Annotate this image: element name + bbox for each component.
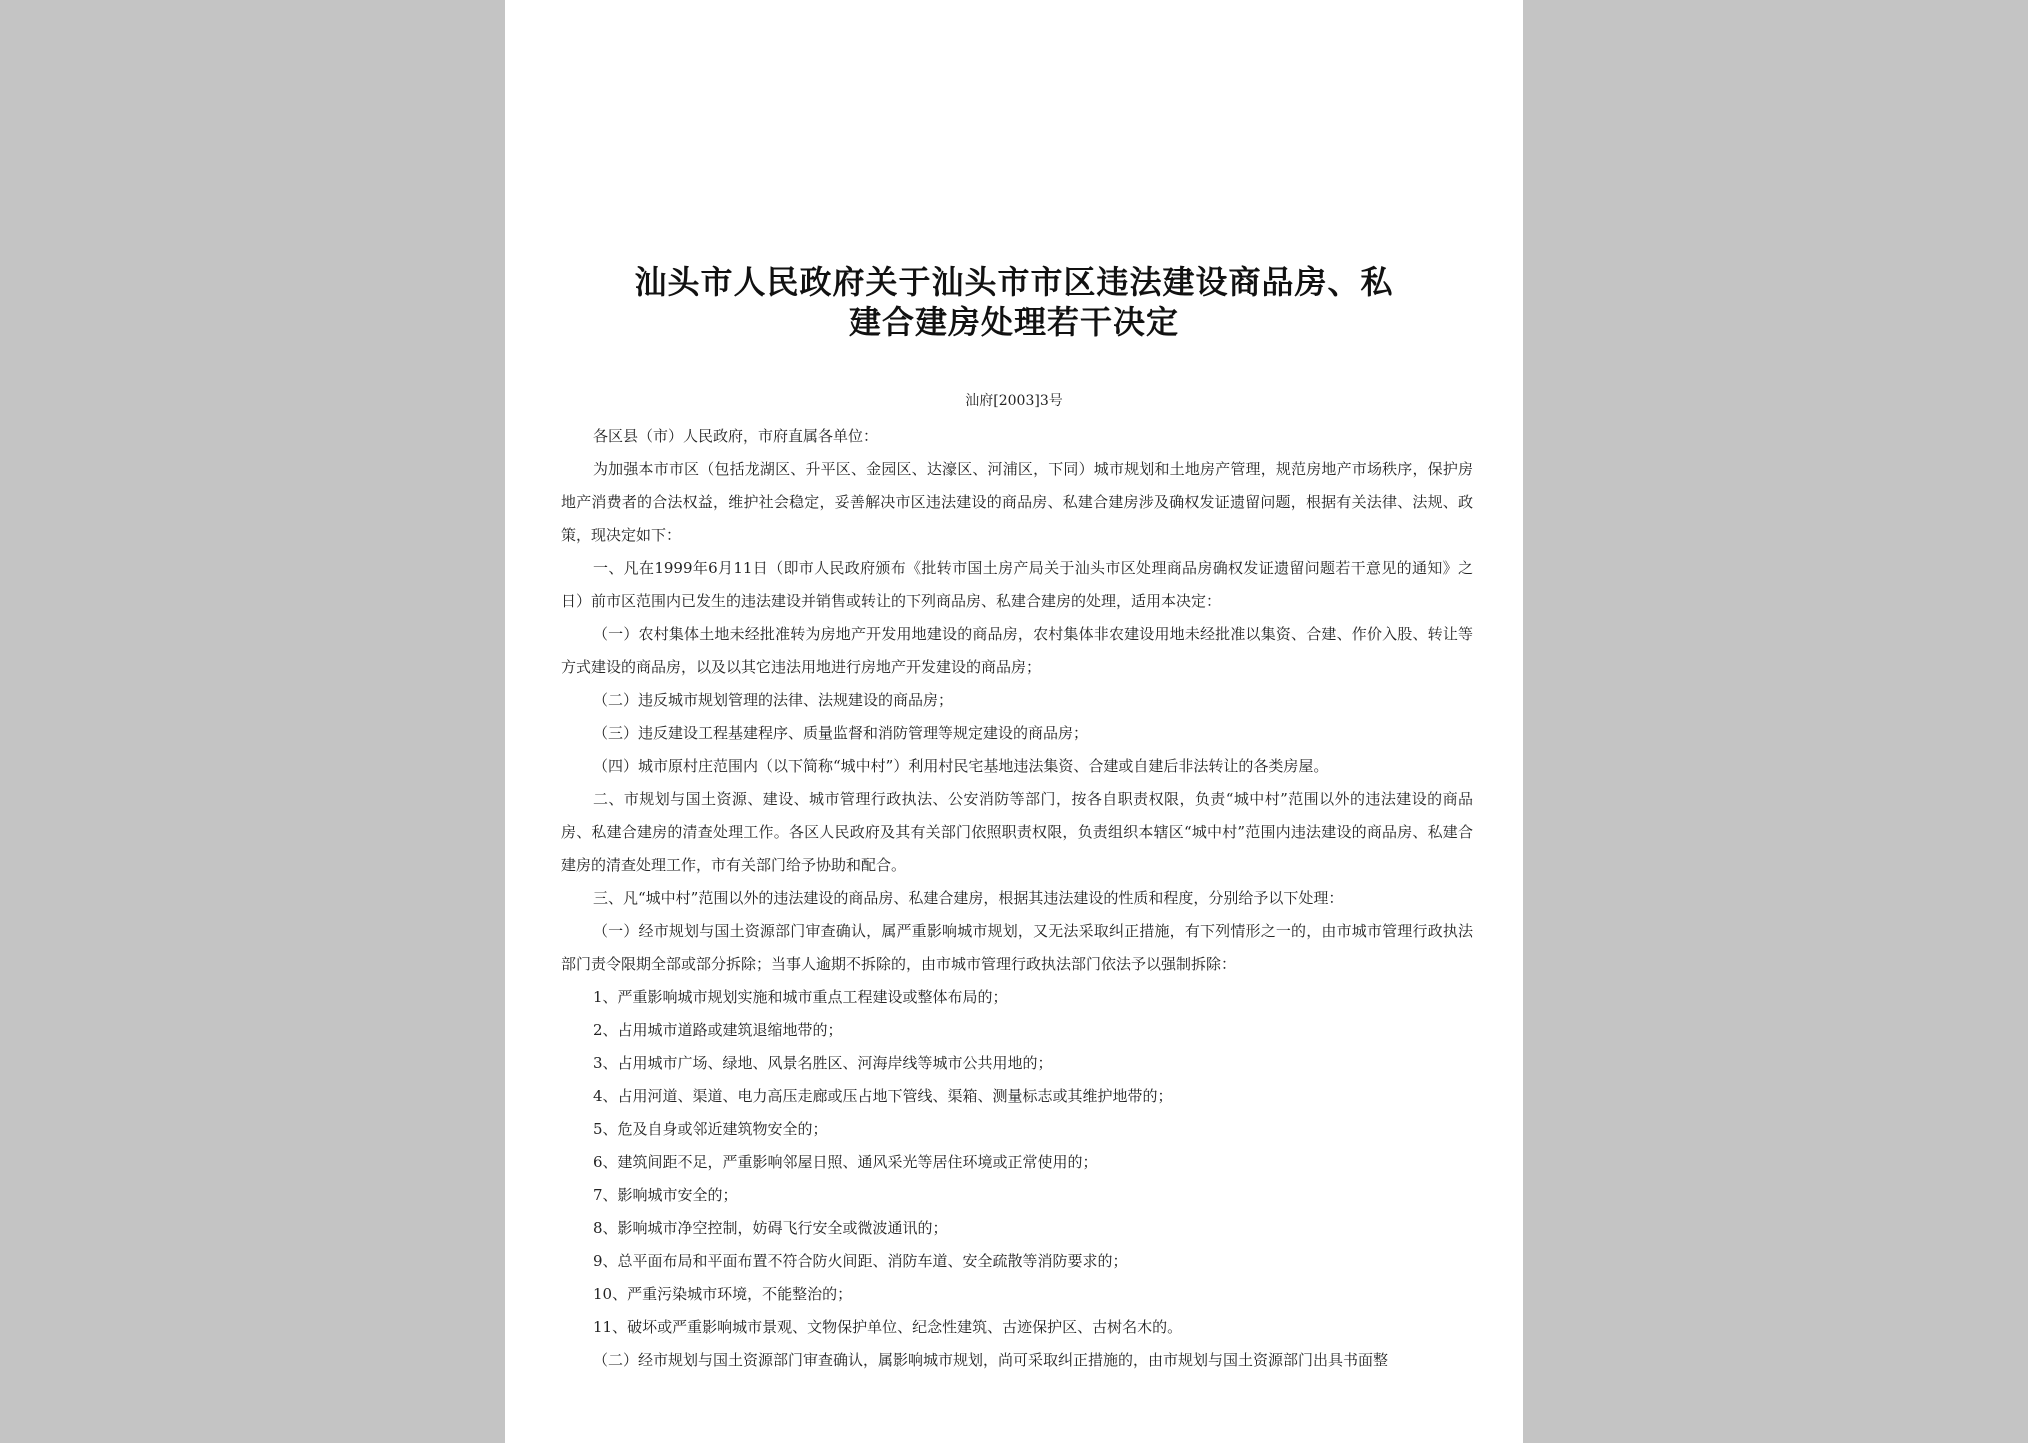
document-body: [561, 420, 1473, 1377]
paragraph: 为加强本市市区（包括龙湖区、升平区、金园区、达濠区、河浦区，下同）城市规划和土地房产管理，规范房地产市场秩序，保护房地产消费者的合法权益，维护社会稳定，妥善解决市区违法建设的商品房、私建合建房涉及确权发证遗留问题，根据有关法律、法规、政策，现决定如下：: [561, 460, 1473, 544]
paragraph: 1、严重影响城市规划实施和城市重点工程建设或整体布局的；: [593, 988, 1008, 1006]
paragraph: 11、破坏或严重影响城市景观、文物保护单位、纪念性建筑、古迹保护区、古树名木的。: [593, 1318, 1183, 1336]
paragraph: （二）经市规划与国土资源部门审查确认，属影响城市规划，尚可采取纠正措施的，由市规划与国土资源部门出具书面整: [593, 1351, 1389, 1369]
paragraph: 7、影响城市安全的；: [593, 1186, 738, 1204]
paragraph: （四）城市原村庄范围内（以下简称“城中村”）利用村民宅基地违法集资、合建或自建后非法转让的各类房屋。: [593, 757, 1329, 775]
paragraph: （二）违反城市规划管理的法律、法规建设的商品房；: [593, 691, 954, 709]
paragraph: 9、总平面布局和平面布置不符合防火间距、消防车道、安全疏散等消防要求的；: [593, 1252, 1128, 1270]
paragraph: 2、占用城市道路或建筑退缩地带的；: [593, 1021, 843, 1039]
document-page: [505, 0, 1523, 1443]
document-title: [505, 262, 1523, 342]
paragraph: 6、建筑间距不足，严重影响邻屋日照、通风采光等居住环境或正常使用的；: [593, 1153, 1098, 1171]
paragraph: （一）经市规划与国土资源部门审查确认，属严重影响城市规划，又无法采取纠正措施，有下列情形之一的，由市城市管理行政执法部门责令限期全部或部分拆除；当事人逾期不拆除的，由市城市管理行政执法部门依法予以强制拆除：: [561, 922, 1473, 973]
paragraph: 5、危及自身或邻近建筑物安全的；: [593, 1120, 828, 1138]
title-line-2: 建合建房处理若干决定: [848, 303, 1179, 341]
paragraph: 8、影响城市净空控制，妨碍飞行安全或微波通讯的；: [593, 1219, 948, 1237]
paragraph: 4、占用河道、渠道、电力高压走廊或压占地下管线、渠箱、测量标志或其维护地带的；: [593, 1087, 1173, 1105]
paragraph: （一）农村集体土地未经批准转为房地产开发用地建设的商品房，农村集体非农建设用地未经批准以集资、合建、作价入股、转让等方式建设的商品房，以及以其它违法用地进行房地产开发建设的商品房；: [561, 625, 1473, 676]
document-number: 汕府[2003]3号: [965, 393, 1063, 409]
paragraph: 一、凡在1999年6月11日（即市人民政府颁布《批转市国土房产局关于汕头市区处理商品房确权发证遗留问题若干意见的通知》之日）前市区范围内已发生的违法建设并销售或转让的下列商品房、私建合建房的处理，适用本决定：: [561, 559, 1473, 610]
paragraph: （三）违反建设工程基建程序、质量监督和消防管理等规定建设的商品房；: [593, 724, 1089, 742]
paragraph: 三、凡“城中村”范围以外的违法建设的商品房、私建合建房，根据其违法建设的性质和程度，分别给予以下处理：: [593, 889, 1344, 907]
paragraph: 各区县（市）人民政府，市府直属各单位：: [593, 427, 879, 445]
title-line-1: 汕头市人民政府关于汕头市市区违法建设商品房、私: [634, 263, 1394, 301]
paragraph: 10、严重污染城市环境，不能整治的；: [593, 1285, 853, 1303]
paragraph: 3、占用城市广场、绿地、风景名胜区、河海岸线等城市公共用地的；: [593, 1054, 1053, 1072]
paragraph: 二、市规划与国土资源、建设、城市管理行政执法、公安消防等部门，按各自职责权限，负责“城中村”范围以外的违法建设的商品房、私建合建房的清查处理工作。各区人民政府及其有关部门依照职责权限，负责组织本辖区“城中村”范围内违法建设的商品房、私建合建房的清查处理工作，市有关部门给予协助和配合。: [561, 790, 1473, 874]
